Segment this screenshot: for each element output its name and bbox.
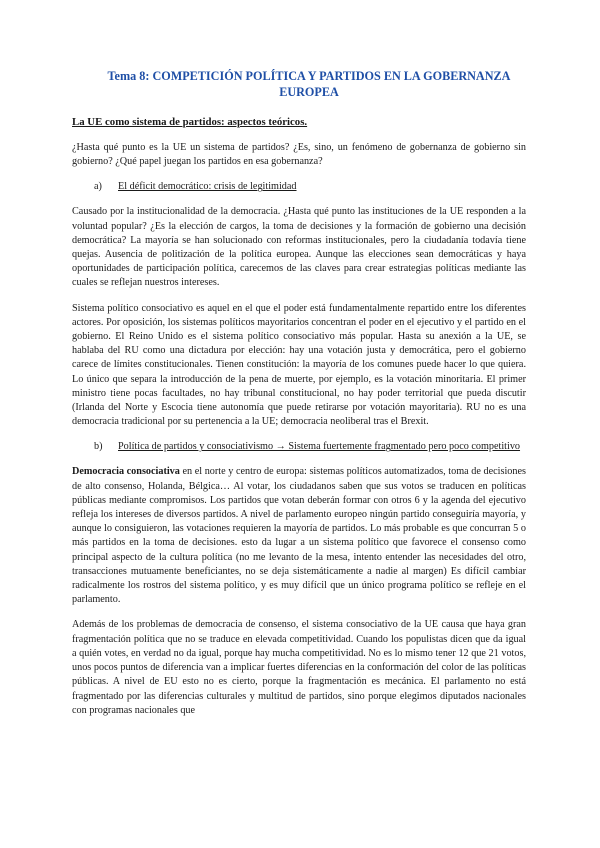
subsection-b-title: Política de partidos y consociativismo → Sistema fuertemente fragmentado pero poco competitivo (118, 441, 521, 453)
paragraph-a1: Causado por la institucionalidad de la democracia. ¿Hasta qué punto las instituciones de la UE responden a la voluntad popular? ¿Es la elección de cargos, la toma de decisiones y la formación de gobierno una decisión democrática? La mayoría se han solucionado con reformas institucionales, pero la ciudadanía todavía tiene quejas. Ausencia de politización de la política europea. Aunque las elecciones sean democráticas y haya oportunidades de participación política, carecemos de las claves para crear estrategias políticas mediante las cuales se reflejan nuestros intereses. (72, 206, 526, 289)
paragraph-b1-rest: en el norte y centro de europa: sistemas políticos automatizados, toma de decisiones de alto consenso, Holanda, Bélgica… Al votar, los ciudadanos saben que sus votos se traducen en políticas públicas mediante compromisos. Los partidos que votan deberán formar con otros 6 y la agenda del ejecutivo refleja los intereses de diversos partidos. A nivel de parlamento europeo ningún partido conseguiría mayoría, y aunque lo consiguieron, las votaciones requieren la mayoría de partidos. Lo más probable es que concurran 5 o más partidos en la toma de decisiones. esto da lugar a un sistema político que favorece el consenso como principal aspecto de la cultura política (no me levanto de la mesa, intento entender las necesidades del otro, transacciones mutuamente beneficiantes, no se deja sistemáticamente a nadie al margen) Es difícil cambiar radicalmente los rostros del sistema político, y es muy difícil que un único programa político se refleje en el parlamento. (72, 466, 526, 606)
paragraph-b1 (72, 465, 526, 607)
paragraph-b2: Además de los problemas de democracia de consenso, el sistema consociativo de la UE causa que haya gran fragmentación política que no se traduce en elevada competitividad. Cuando los populistas dicen que da igual a quién votes, en verdad no da igual, porque hay mucha competitividad. No es lo mismo tener 12 que 21 votos, unos pocos puntos de diferencia van a implicar fuertes diferencias en la conformación del color de las políticas públicas. A nivel de EU esto no es cierto, porque la fragmentación es mecánica. El parlamento no está fragmentado por las diferencias culturales y multitud de partidos, sino porque elegimos diputados nacionales con programas nacionales que (72, 619, 526, 716)
document-title: Tema 8: COMPETICIÓN POLÍTICA Y PARTIDOS EN LA GOBERNANZA EUROPEA (107, 69, 511, 99)
subsection-a-heading (94, 180, 526, 194)
paragraph-a2: Sistema político consociativo es aquel en el que el poder está fundamentalmente repartido entre los diferentes actores. Por oposición, los sistemas políticos mayoritarios concentran el poder en el ejecutivo y el partido en el gobierno. El Reino Unido es el sistema político consociativo más popular. Hasta su anexión a la UE, se hablaba del RU como una dictadura por elección: hay una votación justa y democrática, pero el gobierno carece de límites constitucionales. Tienen constitución: la mayoría de los comunes puede hacer lo que quiera. Lo único que separa la introducción de la pena de muerte, por ejemplo, es la votación minoritaria. El primer ministro tiene pocas facultades, no hay tribunal constitucional, no hay poder territorial que pueda discutir (Irlanda del Norte y Escocia tiene autonomía que puede retirarse por votación mayoritaria). RU no es una democracia tradicional por su pertenencia a la UE; democracia neoliberal tras el Brexit. (72, 302, 526, 428)
subsection-b-heading (94, 440, 526, 454)
section-heading: La UE como sistema de partidos: aspectos teóricos. (72, 116, 308, 128)
intro-paragraph: ¿Hasta qué punto es la UE un sistema de partidos? ¿Es, sino, un fenómeno de gobernanza de gobierno sin gobierno? ¿Qué papel juegan los partidos en esa gobernanza? (72, 142, 526, 168)
paragraph-b1-lead: Democracia consociativa (72, 466, 180, 478)
subsection-a-marker: a) (94, 181, 102, 193)
subsection-b-marker: b) (94, 441, 103, 453)
subsection-a-title: El déficit democrático: crisis de legitimidad (118, 181, 297, 193)
